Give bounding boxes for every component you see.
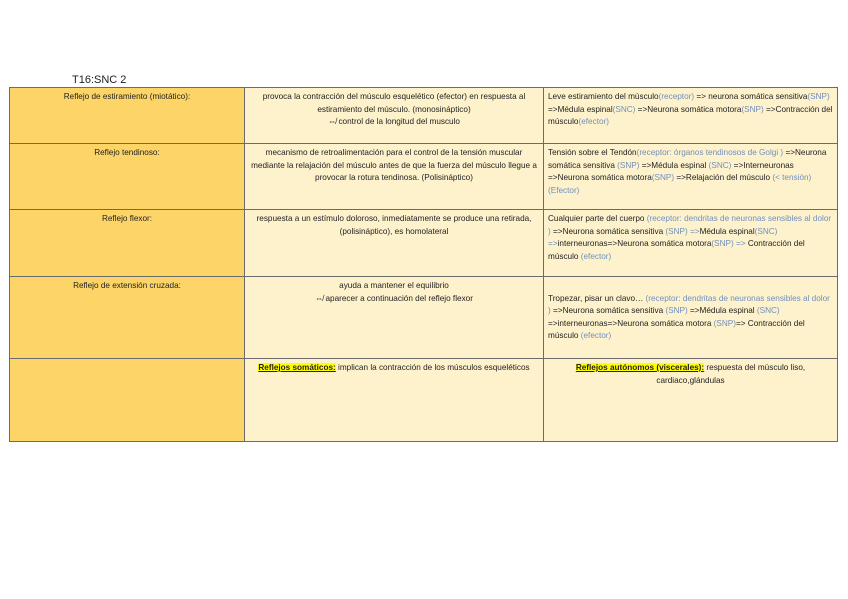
autonomic-label: Reflejos autónomos (viscerales): (575, 363, 705, 372)
pathway-text: =>interneuronas=>Neurona somática motora (548, 318, 714, 328)
document-title: T16:SNC 2 (72, 74, 127, 86)
pathway-text: => neurona somática sensitiva (694, 92, 808, 101)
pathway-annotation: (SNP) (665, 306, 688, 315)
reflex-description (245, 144, 544, 210)
reflex-description (245, 210, 544, 277)
description-line: ayuda a mantener el equilibrio (339, 281, 449, 290)
description-line: mecanismo de retroalimentación para el control de la tensión muscular mediante la relajación del músculo antes de que la fuerza del músculo llegue a provocar la rotura tendinosa. (Polisináptico) (251, 148, 537, 182)
pathway-annotation: (efector) (580, 331, 612, 340)
pathway-text: =>Neurona somática sensitiva (550, 226, 666, 236)
reflex-pathway (544, 144, 838, 210)
pathway-annotation: (efector) (578, 117, 609, 126)
pathway-text: Cualquier parte del cuerpo (548, 214, 647, 223)
description-line: respuesta a un estímulo doloroso, inmediatamente se produce una retirada, (polisináptico), es homolateral (256, 214, 532, 236)
pathway-text: =>Contracción del músculo (548, 104, 833, 126)
pathway-annotation: (receptor) (658, 92, 695, 101)
somatic-label: Reflejos somáticos: (258, 363, 336, 372)
reflex-pathway (544, 210, 838, 277)
pathway-annotation: (efector) (580, 251, 612, 261)
pathway-text: =>Médula espinal (548, 104, 613, 114)
pathway-text: Contracción del músculo (548, 239, 805, 261)
table-row (10, 210, 838, 277)
pathway-annotation: (SNP) (617, 160, 640, 170)
pathway-annotation: (SNC) => (548, 226, 778, 248)
pathway-annotation: (SNC) (708, 160, 732, 170)
pathway-annotation: (SNP) (741, 104, 764, 114)
pathway-text: =>Neurona somática sensitiva (548, 148, 827, 170)
pathway-text: =>Médula espinal (687, 306, 757, 315)
pathway-text: Tropezar, pisar un clavo… (548, 293, 646, 303)
description-line: ⇎ aparecer a continuación del reflejo flexor (315, 293, 473, 303)
table-row (10, 88, 838, 144)
reflex-name: Reflejo tendinoso: (10, 144, 245, 210)
reflex-name: Reflejo flexor: (10, 210, 245, 277)
pathway-annotation: (SNP) (651, 173, 675, 182)
pathway-annotation: (receptor: dendritas de neuronas sensibles al dolor ) (548, 214, 832, 236)
reflex-name: Reflejo de extensión cruzada: (10, 277, 245, 359)
pathway-annotation: (< tensión) (Efector) (548, 173, 812, 195)
table-row (10, 359, 838, 442)
pathway-annotation: (receptor: dendritas de neuronas sensibles al dolor ) (548, 293, 830, 315)
reflex-name: Reflejo de estiramiento (miotático): (10, 88, 245, 144)
pathway-text: Leve estiramiento del músculo (548, 92, 659, 101)
reflex-pathway (544, 88, 838, 144)
pathway-annotation: (SNC) (612, 104, 636, 114)
somatic-text: implican la contracción de los músculos esqueléticos (335, 363, 530, 372)
pathway-text: =>Médula espinal (639, 160, 709, 170)
table-row (10, 277, 838, 359)
pathway-text: Tensión sobre el Tendón (548, 148, 637, 157)
pathway-text: =>Relajación del músculo (674, 173, 773, 182)
description-line: provoca la contracción del músculo esquelético (efector) en respuesta al estiramiento del músculo. (monosináptico) (262, 92, 526, 114)
reflex-description (245, 88, 544, 144)
reflex-table (9, 87, 838, 442)
pathway-annotation: (SNP) (713, 318, 736, 328)
reflex-description (245, 277, 544, 359)
pathway-text: Médula espinal (699, 226, 755, 236)
pathway-text: interneuronas=>Neurona somática motora (557, 239, 712, 248)
table-row (10, 144, 838, 210)
pathway-annotation: (SNP) (807, 92, 830, 101)
pathway-annotation: (SNP) => (711, 239, 746, 248)
pathway-annotation: (SNC) (756, 306, 780, 315)
autonomic-summary (544, 359, 838, 442)
autonomic-text: respuesta del músculo liso, cardiaco,glándulas (656, 363, 806, 385)
empty-cell (10, 359, 245, 442)
description-line: ⇎ control de la longitud del musculo (328, 117, 460, 126)
pathway-annotation: (receptor: órganos tendinosos de Golgi ) (636, 148, 784, 157)
pathway-text: =>Neurona somática motora (635, 104, 742, 114)
pathway-text: =>Neurona somática sensitiva (550, 306, 666, 315)
reflex-pathway (544, 277, 838, 359)
pathway-text: =>Interneuronas =>Neurona somática motora (548, 160, 794, 182)
somatic-summary (245, 359, 544, 442)
pathway-annotation: (SNP) => (665, 226, 700, 236)
pathway-text: => Contracción del músculo (548, 318, 805, 340)
